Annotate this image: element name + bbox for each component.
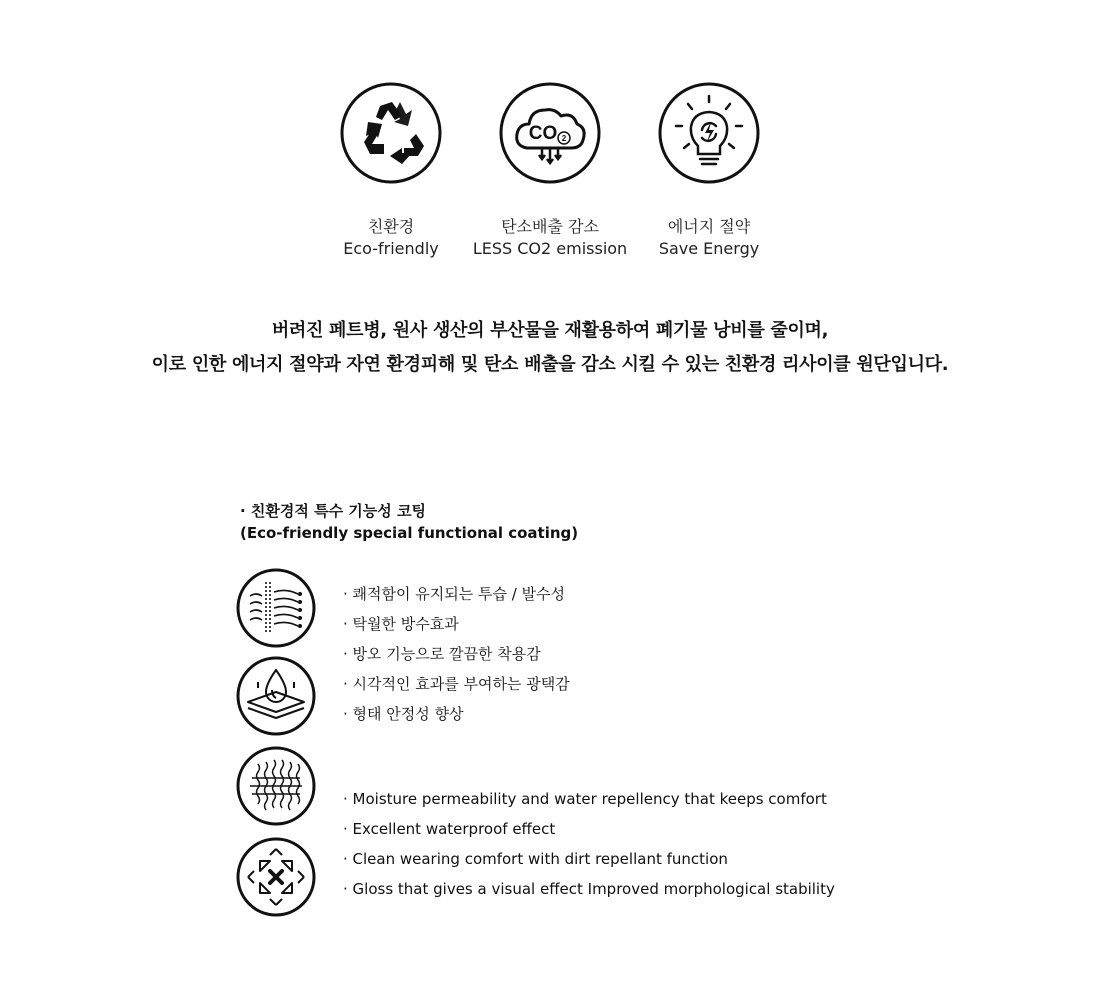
coating-bullets-en (343, 784, 835, 904)
feature-label-en: LESS CO2 emission (472, 239, 628, 258)
feature-row (0, 82, 1100, 262)
list-item: · 탁월한 방수효과 (343, 615, 459, 633)
description-line-2: 이로 인한 에너지 절약과 자연 환경피해 및 탄소 배출을 감소 시킬 수 있는 친환경 리사이클 원단입니다. (151, 354, 949, 375)
feature-eco-friendly (306, 82, 476, 260)
breathable-fabric-icon (236, 568, 316, 648)
feature-label-ko: 에너지 절약 (667, 217, 751, 236)
list-item: · Gloss that gives a visual effect Improved morphological stability (343, 880, 835, 898)
water-drop-layers-icon (236, 656, 316, 736)
feature-less-co2 (465, 82, 635, 260)
feature-label-ko: 친환경 (367, 217, 415, 236)
list-item: · 시각적인 효과를 부여하는 광택감 (343, 675, 570, 693)
list-item: · 형태 안정성 향상 (343, 705, 464, 723)
list-item: · Excellent waterproof effect (343, 820, 556, 838)
feature-label-en: Save Energy (658, 239, 760, 258)
list-item: · 방오 기능으로 깔끔한 착용감 (343, 645, 541, 663)
list-item: · Moisture permeability and water repellency that keeps comfort (343, 790, 827, 808)
coating-title-ko: · 친환경적 특수 기능성 코팅 (240, 502, 426, 520)
coating-bullets-ko (343, 579, 570, 729)
co2-cloud-icon (499, 82, 601, 184)
feature-label-ko: 탄소배출 감소 (501, 217, 599, 236)
energy-bulb-icon (658, 82, 760, 184)
coating-title (240, 500, 578, 544)
feature-save-energy (624, 82, 794, 260)
co2-subscript: 2 (561, 134, 567, 143)
description (0, 314, 1100, 382)
feature-label-en: Eco-friendly (343, 239, 439, 258)
list-item: · 쾌적함이 유지되는 투습 / 발수성 (343, 585, 566, 603)
fiber-mesh-icon (236, 746, 316, 826)
stability-arrows-icon (236, 837, 316, 917)
co2-symbol: CO (528, 123, 558, 144)
recycle-icon (340, 82, 442, 184)
description-line-1: 버려진 페트병, 원사 생산의 부산물을 재활용하여 폐기물 낭비를 줄이며, (271, 320, 829, 341)
list-item: · Clean wearing comfort with dirt repellant function (343, 850, 728, 868)
coating-title-en: (Eco-friendly special functional coating) (240, 524, 579, 542)
